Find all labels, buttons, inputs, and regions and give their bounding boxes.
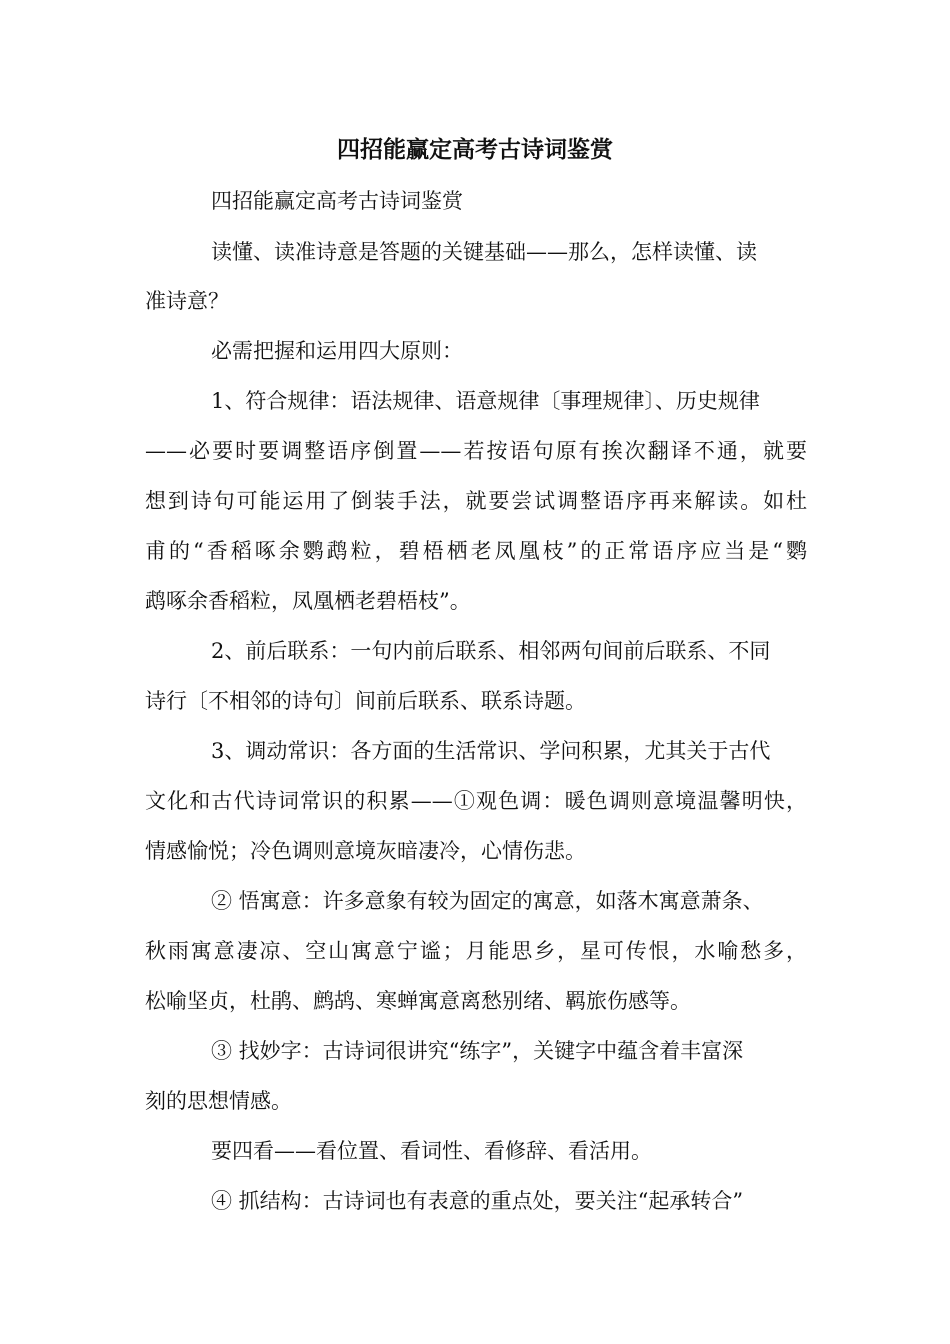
paragraph-line: 诗行〔不相邻的诗句〕间前后联系、联系诗题。 [145,689,586,713]
paragraph-line: 读懂、读准诗意是答题的关键基础——那么，怎样读懂、读 [211,240,757,264]
paragraph-line: ③ 找妙字：古诗词很讲究“练字”，关键字中蕴含着丰富深 [211,1039,744,1063]
paragraph-line: 准诗意？ [145,289,229,313]
paragraph-line: 3、调动常识：各方面的生活常识、学问积累，尤其关于古代 [211,739,771,763]
paragraph-line: 松喻坚贞，杜鹃、鹧鸪、寒蝉寓意离愁别绪、羁旅伤感等。 [145,989,691,1013]
paragraph-line: 情感愉悦；冷色调则意境灰暗凄冷，心情伤悲。 [145,839,586,863]
subtitle-line: 四招能赢定高考古诗词鉴赏 [211,189,463,213]
paragraph-line: ——必要时要调整语序倒置——若按语句原有挨次翻译不通，就要 [145,439,807,463]
paragraph-line: 秋雨寓意凄凉、空山寓意宁谧；月能思乡，星可传恨，水喻愁多， [145,939,807,963]
paragraph-line: 文化和古代诗词常识的积累——①观色调：暖色调则意境温馨明快， [145,789,807,813]
paragraph-line: 1、符合规律：语法规律、语意规律〔事理规律〕、历史规律 [211,389,760,413]
paragraph-line: ② 悟寓意：许多意象有较为固定的寓意，如落木寓意萧条、 [211,889,764,913]
paragraph-line: 鹉啄余香稻粒，凤凰栖老碧梧枝”。 [145,589,471,613]
paragraph-line: 甫的“香稻啄余鹦鹉粒，碧梧栖老凤凰枝”的正常语序应当是“鹦 [145,539,807,563]
paragraph-line: 想到诗句可能运用了倒装手法，就要尝试调整语序再来解读。如杜 [145,489,807,513]
paragraph-line: ④ 抓结构：古诗词也有表意的重点处，要关注“起承转合” [211,1189,744,1213]
paragraph-line: 必需把握和运用四大原则： [211,339,463,363]
document-title: 四招能赢定高考古诗词鉴赏 [337,136,613,163]
paragraph-line: 要四看——看位置、看词性、看修辞、看活用。 [211,1139,652,1163]
paragraph-line: 刻的思想情感。 [145,1089,292,1113]
paragraph-line: 2、前后联系：一句内前后联系、相邻两句间前后联系、不同 [211,639,771,663]
